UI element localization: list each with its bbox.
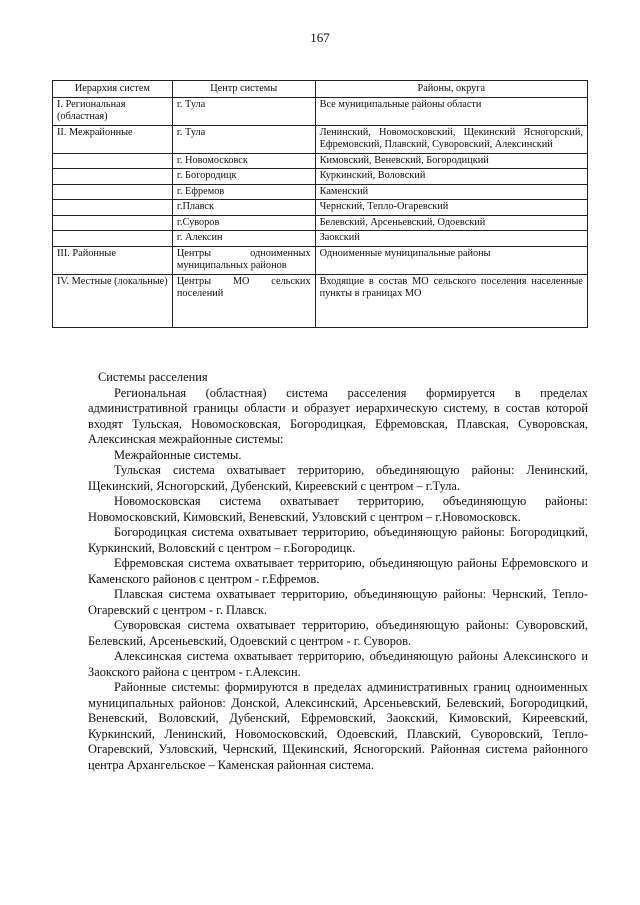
cell-center: Центры МО сельских поселений	[172, 274, 315, 327]
page-number: 167	[310, 30, 330, 45]
table-row	[53, 125, 588, 153]
paragraph: Ефремовская система охватывает территорию, объединяющую районы Ефремовского и Каменского районов с центром - г.Ефремов.	[88, 556, 588, 586]
cell-districts: Каменский	[315, 184, 587, 200]
cell-districts: Кимовский, Веневский, Богородицкий	[315, 153, 587, 169]
paragraph: Плавская система охватывает территорию, объединяющую районы: Чернский, Тепло-Огаревский с центром - г. Плавск.	[88, 587, 588, 617]
paragraph: Богородицкая система охватывает территорию, объединяющую районы: Богородицкий, Куркинский, Воловский с центром – г.Богородицк.	[88, 525, 588, 555]
cell-level: I. Региональная (областная)	[53, 97, 173, 125]
table-row	[53, 169, 588, 185]
cell-center: г. Тула	[172, 125, 315, 153]
paragraph: Региональная (областная) система расселения формируется в пределах административной границы области и образует иерархическую систему, в состав которой входят Тульская, Новомосковская, Богородицкая, Ефремовская, Плавская, Суворовская, Алексинская межрайонные системы:	[88, 385, 588, 446]
cell-level	[53, 231, 173, 247]
cell-center: г.Суворов	[172, 215, 315, 231]
cell-center: г. Новомосковск	[172, 153, 315, 169]
cell-level: III. Районные	[53, 246, 173, 274]
cell-districts: Одноименные муниципальные районы	[315, 246, 587, 274]
paragraph: Суворовская система охватывает территорию, объединяющую районы: Суворовский, Белевский, Арсеньевский, Одоевский с центром - г. Суворов.	[88, 618, 588, 648]
paragraph: Алексинская система охватывает территорию, объединяющую районы Алексинского и Заокского района с центром - г.Алексин.	[88, 649, 588, 679]
cell-level: II. Межрайонные	[53, 125, 173, 153]
cell-center: г. Ефремов	[172, 184, 315, 200]
cell-districts: Ленинский, Новомосковский, Щекинский Ясногорский, Ефремовский, Плавский, Суворовский, Алексинский	[315, 125, 587, 153]
settlement-systems-text	[88, 370, 588, 773]
cell-center: г. Тула	[172, 97, 315, 125]
header-center: Центр системы	[172, 81, 315, 98]
paragraph: Тульская система охватывает территорию, объединяющую районы: Ленинский, Щекинский, Ясногорский, Дубенский, Киреевский с центром – г.Тула.	[88, 463, 588, 493]
cell-level	[53, 200, 173, 216]
table-row	[53, 274, 588, 327]
table-row	[53, 97, 588, 125]
table-row	[53, 153, 588, 169]
cell-center: г.Плавск	[172, 200, 315, 216]
cell-districts: Чернский, Тепло-Огаревский	[315, 200, 587, 216]
cell-districts: Заокский	[315, 231, 587, 247]
cell-districts: Все муниципальные районы области	[315, 97, 587, 125]
cell-center: г. Богородицк	[172, 169, 315, 185]
settlement-hierarchy-table	[52, 80, 588, 328]
subsection-heading: Межрайонные системы.	[114, 447, 242, 462]
table-row	[53, 200, 588, 216]
cell-districts: Входящие в состав МО сельского поселения населенные пункты в границах МО	[315, 274, 587, 327]
cell-level	[53, 153, 173, 169]
cell-level: IV. Местные (локальные)	[53, 274, 173, 327]
cell-level	[53, 184, 173, 200]
header-hierarchy: Иерархия систем	[53, 81, 173, 98]
table-row	[53, 215, 588, 231]
cell-center: г. Алексин	[172, 231, 315, 247]
cell-center: Центры одноименных муниципальных районов	[172, 246, 315, 274]
cell-districts: Белевский, Арсеньевский, Одоевский	[315, 215, 587, 231]
cell-level	[53, 215, 173, 231]
cell-districts: Куркинский, Воловский	[315, 169, 587, 185]
table-row	[53, 246, 588, 274]
cell-level	[53, 169, 173, 185]
paragraph: Районные системы: формируются в пределах административных границ одноименных муниципальных районов: Донской, Алексинский, Арсеньевский, Белевский, Богородицкий, Веневский, Воловский, Дубенский, Ефремовский, Заокский, Кимовский, Киреевский, Куркинский, Ленинский, Новомосковский, Одоевский, Плавский, Суворовский, Тепло-Огаревский, Узловский, Чернский, Щекинский, Ясногорский. Районная система районного центра Архангельское – Каменская районная система.	[88, 680, 588, 772]
section-heading: Системы расселения	[98, 370, 208, 384]
table-row	[53, 184, 588, 200]
header-districts: Районы, округа	[315, 81, 587, 98]
table-row	[53, 231, 588, 247]
paragraph: Новомосковская система охватывает территорию, объединяющую районы: Новомосковский, Кимовский, Веневский, Узловский с центром – г.Новомосковск.	[88, 494, 588, 524]
table-header-row	[53, 81, 588, 98]
